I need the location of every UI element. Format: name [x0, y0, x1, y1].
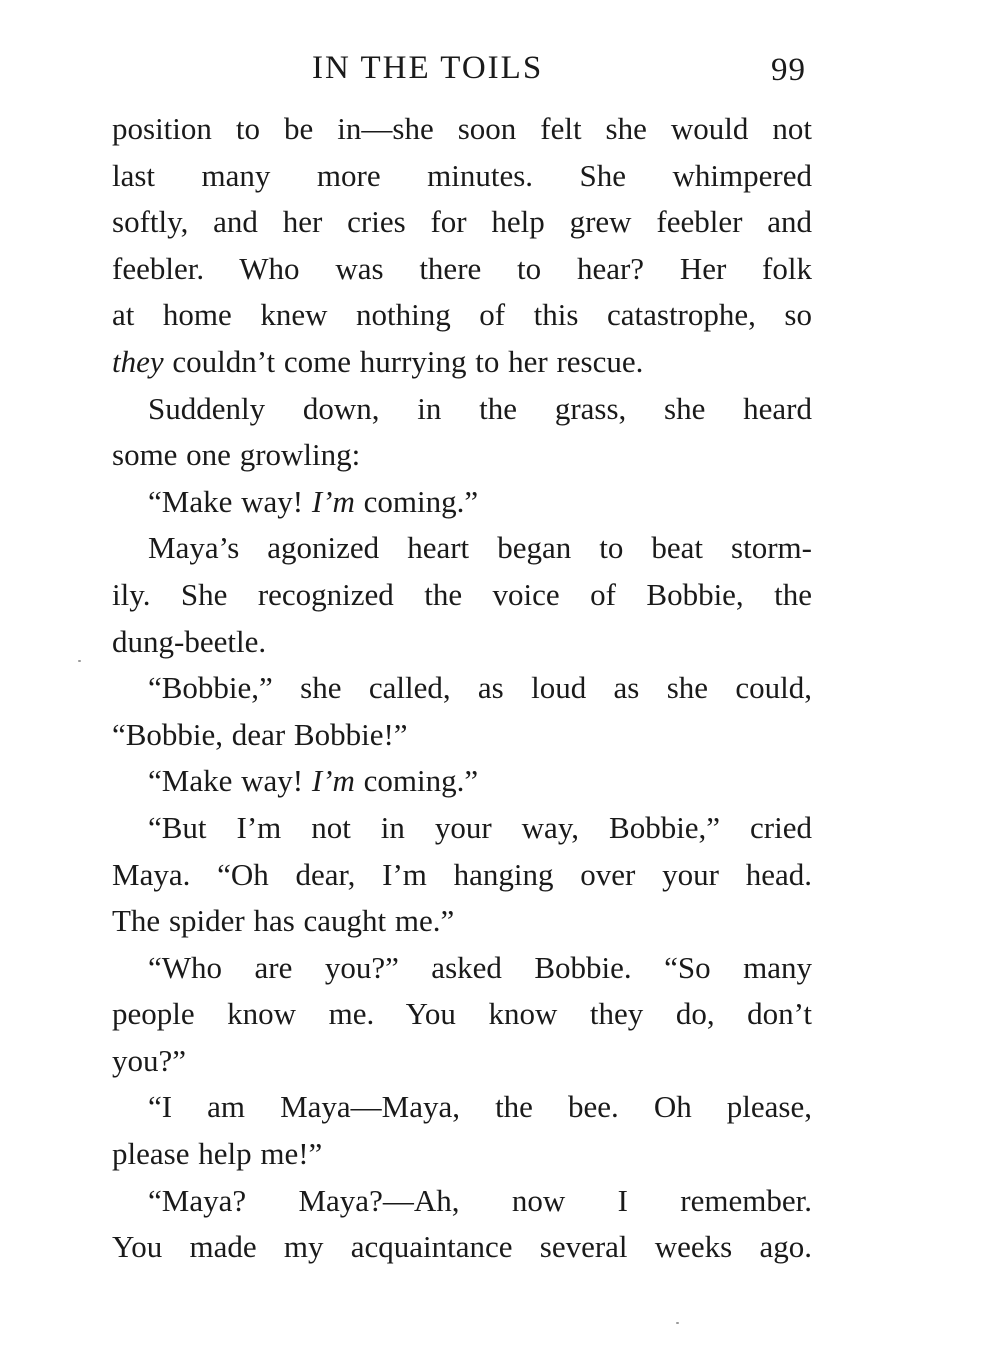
body-text — [112, 106, 812, 1271]
text-line: Maya. “Oh dear, I’m hanging over your head. — [112, 856, 812, 892]
text-line: position to be in—she soon felt she would not — [112, 111, 812, 146]
text-fragment: coming.” — [354, 483, 479, 519]
italic-word: they — [112, 343, 164, 379]
scan-speck — [676, 1322, 679, 1324]
text-line: “Bobbie,” she called, as loud as she could, — [148, 670, 812, 706]
running-head-title: IN THE TOILS — [312, 50, 544, 86]
italic-word: I’m — [311, 763, 355, 799]
text-line: ily. She recognized the voice of Bobbie, the — [112, 576, 812, 612]
scan-speck — [78, 660, 81, 662]
text-line: feebler. Who was there to hear? Her folk — [112, 250, 812, 286]
text-line — [112, 758, 812, 805]
text-line: “Bobbie, dear Bobbie!” — [112, 716, 408, 752]
page-number: 99 — [771, 52, 806, 88]
text-line: You made my acquaintance several weeks ago. — [112, 1229, 812, 1265]
text-line: dung-beetle. — [112, 623, 267, 659]
text-line: “Who are you?” asked Bobbie. “So many — [148, 949, 812, 985]
text-line: last many more minutes. She whimpered — [112, 157, 812, 193]
text-line: at home knew nothing of this catastrophe, so — [112, 297, 812, 333]
text-fragment: “Make way! — [148, 763, 312, 799]
text-line — [112, 339, 812, 386]
text-line: you?” — [112, 1042, 187, 1078]
text-line: people know me. You know they do, don’t — [112, 996, 812, 1032]
text-fragment: “Make way! — [148, 483, 312, 519]
text-line: “Maya? Maya?—Ah, now I remember. — [148, 1182, 812, 1218]
italic-word: I’m — [311, 483, 355, 519]
text-line: softly, and her cries for help grew feebler and — [112, 204, 812, 240]
text-line: The spider has caught me.” — [112, 903, 455, 939]
text-line: some one growling: — [112, 437, 361, 473]
text-line: “I am Maya—Maya, the bee. Oh please, — [148, 1089, 812, 1125]
text-fragment: couldn’t come hurrying to her rescue. — [163, 343, 644, 379]
text-line: “But I’m not in your way, Bobbie,” cried — [148, 809, 812, 845]
text-line: Suddenly down, in the grass, she heard — [148, 390, 812, 426]
running-head — [112, 50, 812, 94]
text-fragment: coming.” — [354, 763, 479, 799]
text-line: please help me!” — [112, 1136, 323, 1172]
text-line: Maya’s agonized heart began to beat storm- — [148, 530, 812, 566]
text-line — [112, 479, 812, 526]
